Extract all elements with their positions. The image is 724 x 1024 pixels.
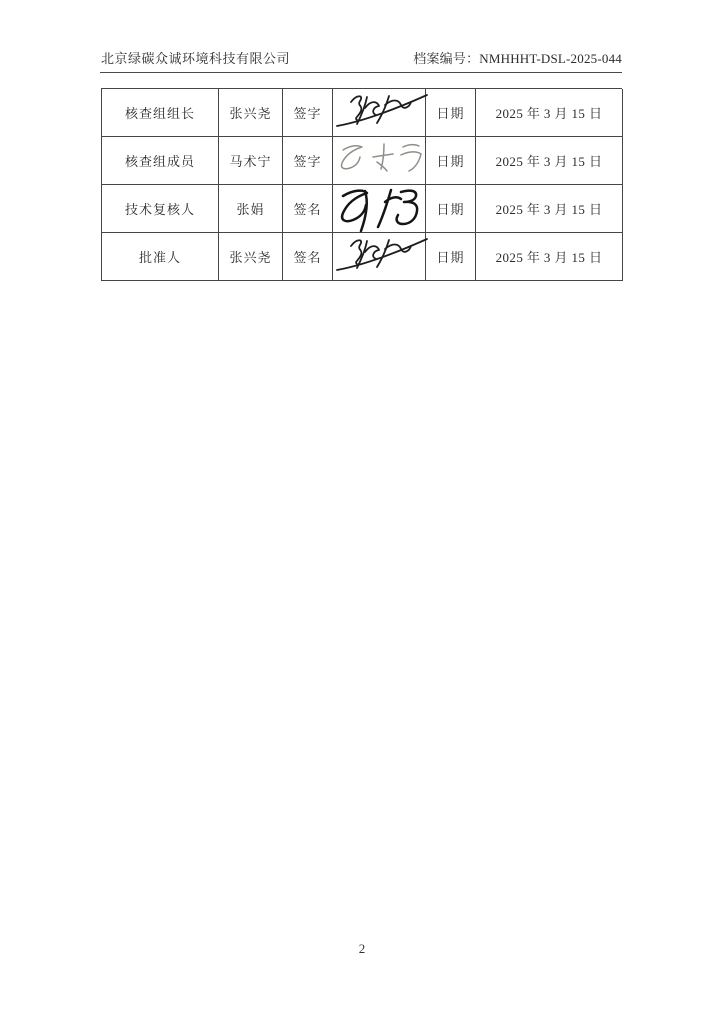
role-cell: 核查组成员 [102, 137, 219, 185]
company-name: 北京绿碳众诚环境科技有限公司 [101, 51, 291, 66]
header-divider [100, 72, 622, 73]
signature-cell-zhangxingyao-2 [333, 233, 426, 281]
name-cell: 张娟 [219, 185, 283, 233]
signature-image-zhangjuan [327, 183, 431, 237]
role-cell: 核查组组长 [102, 89, 219, 137]
date-cell: 2025 年 3 月 15 日 [476, 89, 623, 137]
signature-cell-zhangjuan [333, 185, 426, 233]
sign-label-cell: 签字 [283, 89, 333, 137]
name-cell: 张兴尧 [219, 233, 283, 281]
date-label-cell: 日期 [426, 89, 476, 137]
sign-label-cell: 签名 [283, 185, 333, 233]
signature-cell-mashuning [333, 137, 426, 185]
page-header [101, 48, 622, 66]
date-label-cell: 日期 [426, 185, 476, 233]
date-cell: 2025 年 3 月 15 日 [476, 233, 623, 281]
date-cell: 2025 年 3 月 15 日 [476, 185, 623, 233]
signature-image-mashuning [327, 135, 431, 185]
date-label-cell: 日期 [426, 233, 476, 281]
doc-number-label: 档案编号： [413, 51, 480, 66]
signoff-table [101, 88, 622, 281]
role-cell: 批准人 [102, 233, 219, 281]
date-cell: 2025 年 3 月 15 日 [476, 137, 623, 185]
doc-number [413, 48, 622, 67]
page-number: 2 [358, 941, 366, 956]
date-label-cell: 日期 [426, 137, 476, 185]
sign-label-cell: 签名 [283, 233, 333, 281]
name-cell: 张兴尧 [219, 89, 283, 137]
name-cell: 马术宁 [219, 137, 283, 185]
doc-number-value: NMHHHT-DSL-2025-044 [479, 51, 622, 66]
signature-image-zhangxingyao [327, 87, 431, 137]
role-cell: 技术复核人 [102, 185, 219, 233]
signature-cell-zhangxingyao [333, 89, 426, 137]
signature-image-zhangxingyao [327, 231, 431, 281]
sign-label-cell: 签字 [283, 137, 333, 185]
